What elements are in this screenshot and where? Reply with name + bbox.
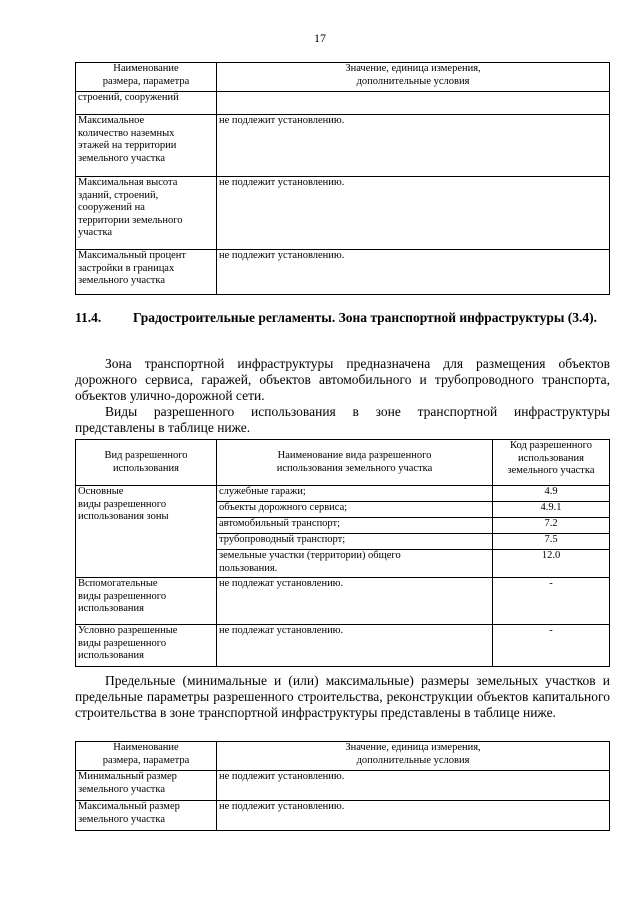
conditional-usage-label-cell — [76, 625, 217, 667]
header-line: Значение, единица измерения, — [345, 63, 481, 74]
header-line: Код разрешенного — [510, 440, 592, 451]
header-value-cell — [217, 63, 610, 92]
param-name-line: Минимальный размер — [78, 771, 177, 782]
header-line: размера, параметра — [102, 75, 190, 87]
usage-name-text: земельные участки (территории) общего пользования. — [219, 550, 401, 574]
usage-label-line: виды разрешенного — [78, 498, 167, 510]
usage-code-cell: 4.9.1 — [493, 502, 610, 518]
section-number: 11.4. — [75, 310, 102, 325]
param-name-line: территории земельного — [78, 214, 183, 226]
table-row — [76, 177, 610, 250]
param-name-cell — [76, 801, 217, 831]
header-usage-name-cell — [217, 440, 493, 486]
usage-label-line: Вспомогательные — [78, 578, 158, 589]
usage-code-cell: 7.2 — [493, 518, 610, 534]
usage-name-cell — [217, 550, 493, 578]
header-line: Наименование — [113, 742, 179, 753]
header-line: использования земельного участка — [276, 462, 433, 474]
usage-label-line: виды разрешенного — [78, 590, 167, 602]
param-value-cell — [217, 92, 610, 115]
table-header-row — [76, 742, 610, 771]
table-row — [76, 486, 610, 502]
table-row — [76, 92, 610, 115]
table-row — [76, 771, 610, 801]
table-row — [76, 250, 610, 295]
header-line: земельного участка — [507, 465, 595, 477]
usage-name-cell: не подлежат установлению. — [217, 625, 493, 667]
paragraph-text: Зона транспортной инфраструктуры предназначена для размещения объектов дорожного сервиса, гаражей, объектов автомобильного и трубопроводного транспорта, объектов улично-дорожной сети. — [75, 356, 610, 403]
param-value-cell: не подлежит установлению. — [217, 115, 610, 177]
usage-code-cell: - — [493, 625, 610, 667]
parameters-table-top — [75, 62, 610, 295]
usage-name-cell: объекты дорожного сервиса; — [217, 502, 493, 518]
header-line: Наименование — [113, 63, 179, 74]
paragraph-text: Предельные (минимальные и (или) максимальные) размеры земельных участков и предельные параметры разрешенного строительства, реконструкции объектов капитального строительства в зоне транспортной инфраструктуры представлены в таблице ниже. — [75, 673, 610, 720]
header-line: дополнительные условия — [356, 75, 470, 87]
usage-label-line: Условно разрешенные — [78, 625, 178, 636]
aux-usage-label-cell — [76, 578, 217, 625]
usage-label-line: использования — [78, 650, 144, 662]
header-line: Значение, единица измерения, — [345, 742, 481, 753]
usage-label-line: виды разрешенного — [78, 637, 167, 649]
param-name-line: участка — [78, 227, 113, 239]
table-row — [76, 578, 610, 625]
param-value-cell: не подлежит установлению. — [217, 771, 610, 801]
usage-code-cell: 7.5 — [493, 534, 610, 550]
param-name-line: земельного участка — [78, 275, 165, 287]
header-line: Наименование вида разрешенного — [277, 449, 432, 461]
usage-label-line: использования — [78, 603, 144, 615]
paragraph-usage-types — [75, 404, 610, 436]
usage-types-table — [75, 439, 610, 667]
param-value-cell: не подлежит установлению. — [217, 250, 610, 295]
usage-label-line: Основные — [78, 486, 124, 497]
param-name-cell — [76, 92, 217, 115]
header-line: использования — [113, 462, 179, 474]
header-usage-type-cell — [76, 440, 217, 486]
param-name-line: количество наземных — [78, 127, 175, 139]
header-line: размера, параметра — [102, 754, 190, 766]
table-header-row — [76, 440, 610, 486]
usage-name-cell: не подлежат установлению. — [217, 578, 493, 625]
header-line: дополнительные условия — [356, 754, 470, 766]
table-row — [76, 801, 610, 831]
table-row — [76, 115, 610, 177]
header-name-cell — [76, 742, 217, 771]
param-name-cell — [76, 250, 217, 295]
usage-code-cell: 4.9 — [493, 486, 610, 502]
param-name-line: Максимальный процент — [78, 250, 186, 261]
param-name-line: земельного участка — [78, 152, 165, 164]
table-row — [76, 625, 610, 667]
param-name-line: застройки в границах — [78, 262, 175, 274]
paragraph-zone-purpose — [75, 356, 610, 404]
usage-code-cell: 12.0 — [493, 550, 610, 578]
param-name-cell — [76, 771, 217, 801]
param-name-line: Максимальное — [78, 115, 145, 126]
section-heading — [75, 310, 610, 326]
paragraph-limit-sizes — [75, 673, 610, 721]
header-usage-code-cell — [493, 440, 610, 486]
table-header-row — [76, 63, 610, 92]
param-value-cell: не подлежит установлению. — [217, 177, 610, 250]
param-name-line: зданий, строений, — [78, 189, 159, 201]
param-value-cell: не подлежит установлению. — [217, 801, 610, 831]
header-name-cell — [76, 63, 217, 92]
param-name-line: Максимальная высота — [78, 177, 178, 188]
header-line: Вид разрешенного — [104, 449, 188, 461]
usage-name-cell: служебные гаражи; — [217, 486, 493, 502]
usage-name-cell: трубопроводный транспорт; — [217, 534, 493, 550]
param-name-line: этажей на территории — [78, 140, 177, 152]
param-name-cell — [76, 177, 217, 250]
usage-name-cell: автомобильный транспорт; — [217, 518, 493, 534]
paragraph-text: Виды разрешенного использования в зоне транспортной инфраструктуры представлены в таблице ниже. — [75, 404, 610, 435]
param-name-line: сооружений на — [78, 202, 145, 214]
param-name-line: земельного участка — [78, 813, 165, 825]
usage-code-cell: - — [493, 578, 610, 625]
param-name-line: строений, сооружений — [78, 92, 179, 103]
header-value-cell — [217, 742, 610, 771]
section-title: Градостроительные регламенты. Зона транспортной инфраструктуры (3.4). — [133, 310, 598, 325]
param-name-line: земельного участка — [78, 783, 165, 795]
usage-label-line: использования зоны — [78, 511, 169, 523]
param-name-cell — [76, 115, 217, 177]
header-line: использования — [518, 452, 584, 464]
param-name-line: Максимальный размер — [78, 801, 180, 812]
page-number: 17 — [314, 31, 326, 45]
main-usage-label-cell — [76, 486, 217, 578]
parameters-table-bottom — [75, 741, 610, 831]
